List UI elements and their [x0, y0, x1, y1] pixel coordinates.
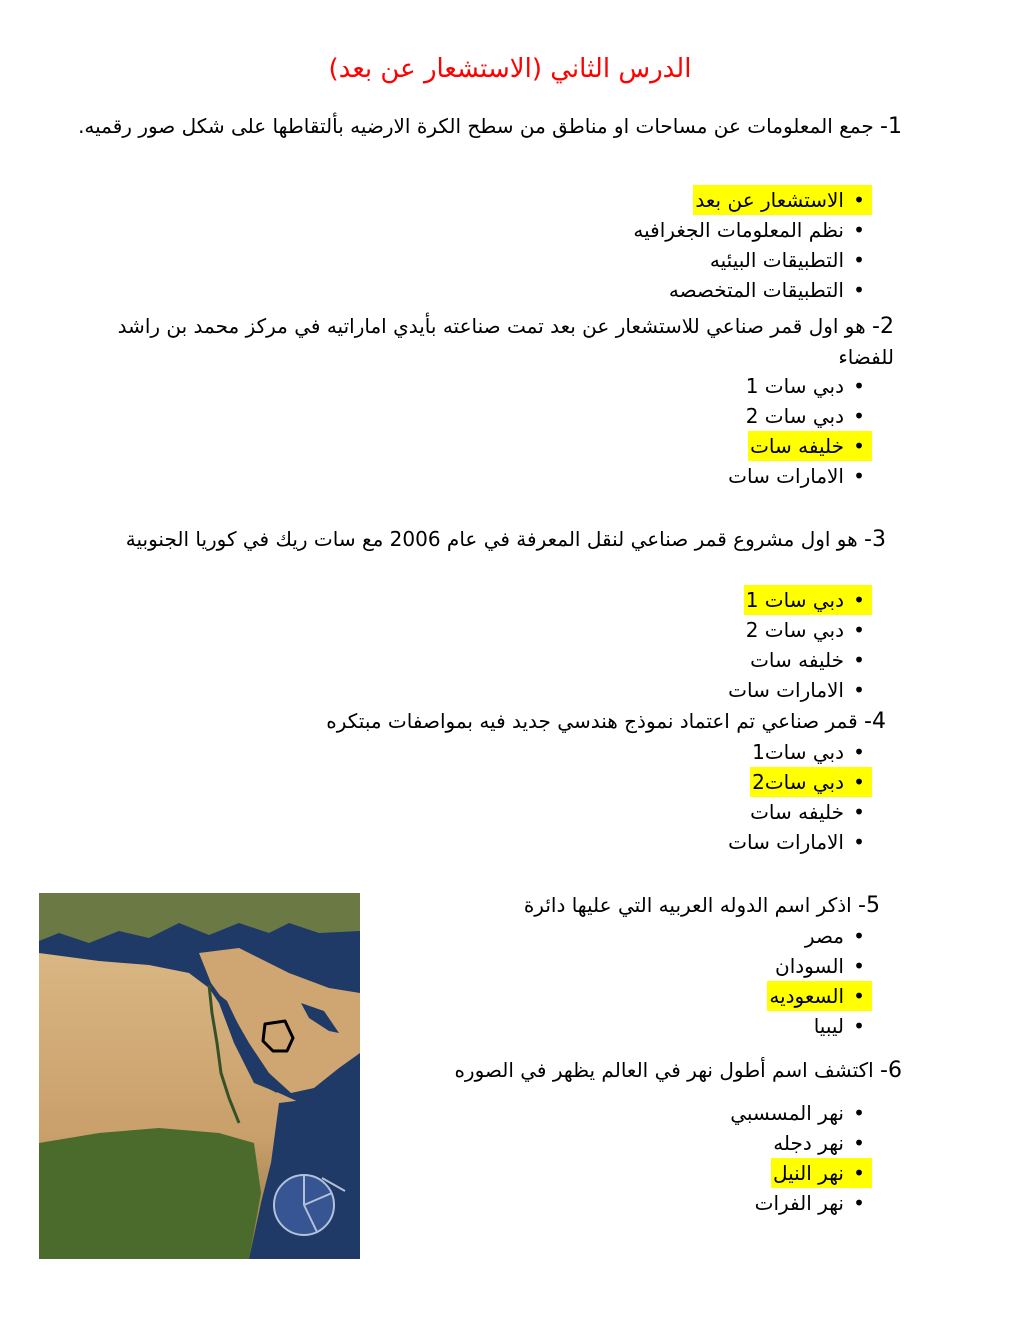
- bullet-icon: •: [853, 678, 865, 702]
- option-item[interactable]: •دبي سات 1: [726, 585, 872, 615]
- option-item[interactable]: •نهر المسسبي: [728, 1098, 872, 1128]
- option-item[interactable]: •خليفه سات: [726, 645, 872, 675]
- bullet-icon: •: [846, 1158, 872, 1188]
- bullet-icon: •: [853, 1131, 865, 1155]
- bullet-icon: •: [853, 1101, 865, 1125]
- bullet-icon: •: [846, 585, 872, 615]
- option-item[interactable]: •الاستشعار عن بعد: [631, 185, 872, 215]
- question-number: 6-: [880, 1058, 902, 1083]
- question-3: [56, 524, 886, 555]
- question-text: اكتشف اسم أطول نهر في العالم يظهر في الصوره: [454, 1058, 874, 1082]
- option-item[interactable]: •خليفه سات: [726, 431, 872, 461]
- question-2: [76, 311, 894, 372]
- option-item[interactable]: •نهر النيل: [728, 1158, 872, 1188]
- question-6: [380, 1055, 902, 1086]
- option-item[interactable]: •التطبيقات المتخصصه: [631, 275, 872, 305]
- options-q3: [726, 585, 872, 705]
- option-item[interactable]: •ليبيا: [767, 1011, 872, 1041]
- bullet-icon: •: [853, 374, 865, 398]
- satellite-map: [39, 893, 360, 1259]
- question-4: [200, 706, 886, 737]
- option-item[interactable]: •دبي سات1: [726, 737, 872, 767]
- options-q2: [726, 371, 872, 491]
- option-item[interactable]: •خليفه سات: [726, 797, 872, 827]
- bullet-icon: •: [853, 648, 865, 672]
- bullet-icon: •: [846, 185, 872, 215]
- option-item[interactable]: •نهر دجله: [728, 1128, 872, 1158]
- bullet-icon: •: [853, 404, 865, 428]
- question-number: 5-: [858, 893, 880, 918]
- bullet-icon: •: [853, 1014, 865, 1038]
- bullet-icon: •: [846, 767, 872, 797]
- question-text: هو اول قمر صناعي للاستشعار عن بعد تمت صناعته بأيدي اماراتيه في مركز محمد بن راشد للفضاء: [117, 314, 894, 369]
- option-item[interactable]: •التطبيقات البيئيه: [631, 245, 872, 275]
- question-text: اذكر اسم الدوله العربيه التي عليها دائرة: [523, 893, 852, 917]
- question-number: 2-: [872, 314, 894, 339]
- page-title: الدرس الثاني (الاستشعار عن بعد): [328, 54, 692, 84]
- question-text: قمر صناعي تم اعتماد نموذج هندسي جديد فيه بمواصفات مبتكره: [326, 709, 858, 733]
- bullet-icon: •: [853, 618, 865, 642]
- options-q5: [767, 921, 872, 1041]
- question-1: [66, 111, 902, 142]
- bullet-icon: •: [853, 464, 865, 488]
- options-q1: [631, 185, 872, 305]
- question-text: هو اول مشروع قمر صناعي لنقل المعرفة في عام 2006 مع سات ريك في كوريا الجنوبية: [125, 527, 858, 551]
- option-item[interactable]: •الامارات سات: [726, 675, 872, 705]
- option-item[interactable]: •نظم المعلومات الجغرافيه: [631, 215, 872, 245]
- option-item[interactable]: •نهر الفرات: [728, 1188, 872, 1218]
- bullet-icon: •: [853, 740, 865, 764]
- option-item[interactable]: •الامارات سات: [726, 827, 872, 857]
- option-item[interactable]: •السعوديه: [767, 981, 872, 1011]
- option-item[interactable]: •السودان: [767, 951, 872, 981]
- bullet-icon: •: [853, 954, 865, 978]
- bullet-icon: •: [853, 218, 865, 242]
- bullet-icon: •: [846, 431, 872, 461]
- bullet-icon: •: [846, 981, 872, 1011]
- question-number: 1-: [880, 114, 902, 139]
- bullet-icon: •: [853, 800, 865, 824]
- vegetation-band: [39, 1128, 261, 1259]
- bullet-icon: •: [853, 248, 865, 272]
- option-item[interactable]: •الامارات سات: [726, 461, 872, 491]
- option-item[interactable]: •مصر: [767, 921, 872, 951]
- options-q4: [726, 737, 872, 857]
- option-item[interactable]: •دبي سات2: [726, 767, 872, 797]
- bullet-icon: •: [853, 1191, 865, 1215]
- question-text: جمع المعلومات عن مساحات او مناطق من سطح الكرة الارضيه بألتقاطها على شكل صور رقميه.: [78, 114, 874, 138]
- bullet-icon: •: [853, 830, 865, 854]
- options-q6: [728, 1098, 872, 1218]
- bullet-icon: •: [853, 278, 865, 302]
- option-item[interactable]: •دبي سات 2: [726, 615, 872, 645]
- option-item[interactable]: •دبي سات 1: [726, 371, 872, 401]
- question-number: 4-: [864, 709, 886, 734]
- bullet-icon: •: [853, 924, 865, 948]
- question-5: [440, 890, 880, 921]
- question-number: 3-: [864, 527, 886, 552]
- option-item[interactable]: •دبي سات 2: [726, 401, 872, 431]
